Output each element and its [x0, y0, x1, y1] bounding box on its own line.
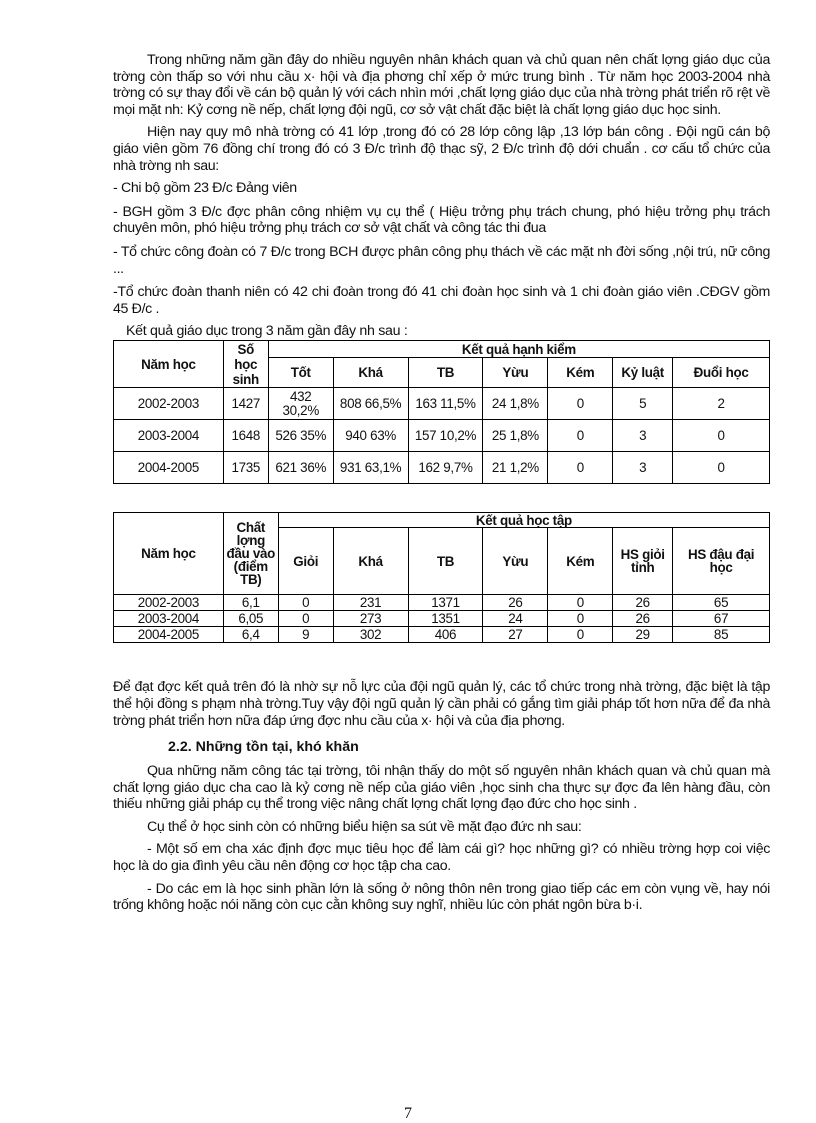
- cell-tb: 157 10,2%: [408, 420, 483, 452]
- col-header: Đuổi học: [673, 358, 770, 388]
- cell-kyluat: 3: [613, 452, 673, 484]
- cell-year: 2004-2005: [114, 627, 224, 643]
- page-number: 7: [404, 1105, 412, 1122]
- cell-dh: 85: [673, 627, 770, 643]
- cell-yeu: 21 1,2%: [483, 452, 548, 484]
- cell-hsg: 26: [613, 595, 673, 611]
- table-row: [114, 595, 770, 611]
- cell-kha: 231: [333, 595, 408, 611]
- table-row: [114, 420, 770, 452]
- conduct-results-table: [113, 340, 770, 484]
- table1-caption: Kết quả giáo dục trong 3 năm gần đây nh sau :: [126, 323, 408, 340]
- achievement-paragraph: Để đạt đợc kết quả trên đó là nhờ sự nỗ lực của đội ngũ quản lý, các tổ chức trong nhà trờng, đặc biệt là tập thể hội đồng s phạm nhà trờng.Tuy vậy đội ngũ quản lý cần phải có gắng tìm giải pháp tốt hơn nữa để đa nhà trờng phát triển hơn nữa đáp ứng đợc nhu cầu của x· hội và của địa phơng.: [113, 679, 770, 729]
- cell-duoi: 0: [673, 420, 770, 452]
- board-item: - BGH gồm 3 Đ/c đợc phân công nhiệm vụ cụ thể ( Hiệu trởng phụ trách chung, phó hiệu trởng phụ trách chuyên môn, phó hiệu trởng phụ trách cơ sở vật chất và công tác thi đua: [113, 203, 770, 237]
- cell-kyluat: 5: [613, 388, 673, 420]
- section-heading: 2.2. Những tồn tại, khó khăn: [168, 739, 359, 756]
- cell-year: 2002-2003: [114, 595, 224, 611]
- symptom-item: - Một số em cha xác định đợc mục tiêu học để làm cái gì? học những gì? có nhiều trờng hợp coi việc học là do gia đình yêu cầu nên động cơ học tập cha cao.: [113, 841, 770, 875]
- cell-yeu: 24: [483, 611, 548, 627]
- cell-kem: 0: [548, 595, 613, 611]
- cell-students: 1735: [223, 452, 268, 484]
- cell-kha: 273: [333, 611, 408, 627]
- cell-tb: 162 9,7%: [408, 452, 483, 484]
- cell-duoi: 0: [673, 452, 770, 484]
- cell-yeu: 26: [483, 595, 548, 611]
- intro-paragraph: Trong những năm gần đây do nhiều nguyên nhân khách quan và chủ quan nên chất lợng giáo dục của trờng còn thấp so với nhu cầu x· hội và địa phơng chỉ xếp ở mức trung bình . Từ năm học 2003-2004 nhà trờng có sự thay đổi về cán bộ quản lý với cách nhìn mới ,chất lợng giáo dục của nhà trờng phát triển rõ rệt về mọi mặt nh: Kỷ cơng nề nếp, chất lợng đội ngũ, cơ sở vật chất đặc biệt là chất lợng giáo dục học sinh.: [113, 52, 770, 118]
- cell-gioi: 9: [278, 627, 333, 643]
- col-header: Kém: [548, 358, 613, 388]
- cell-hsg: 29: [613, 627, 673, 643]
- cell-kha: 302: [333, 627, 408, 643]
- col-students-header: Số học sinh: [223, 341, 268, 388]
- learning-results-table: [113, 512, 770, 643]
- union-item: - Tổ chức công đoàn có 7 Đ/c trong BCH được phân công phụ thách về các mặt nh đời sống ,nội trú, nữ công ...: [113, 243, 770, 277]
- cell-kha: 808 66,5%: [333, 388, 408, 420]
- symptom-item: - Do các em là học sinh phần lớn là sống ở nông thôn nên trong giao tiếp các em còn vụng về, hay nói trống không hoặc nói năng còn cục cằn không suy nghĩ, nhiều lúc còn phát ngôn bừa b·i.: [113, 880, 770, 914]
- col-header: Tốt: [268, 358, 333, 388]
- cell-kem: 0: [548, 452, 613, 484]
- conduct-group-header: Kết quả hạnh kiểm: [268, 341, 769, 358]
- cell-year: 2004-2005: [114, 452, 224, 484]
- cell-tot: 432 30,2%: [268, 388, 333, 420]
- cell-quality: 6,1: [223, 595, 278, 611]
- cell-tb: 1371: [408, 595, 483, 611]
- difficulty-paragraph: Qua những năm công tác tại trờng, tôi nhận thấy do một số nguyên nhân khách quan và chủ quan mà chất lợng giáo dục cha cao là kỷ cơng nề nếp của giáo viên ,học sinh cha thực sự đợc đa lên hàng đầu, còn thiếu những giải pháp cụ thể trong việc nâng chất lợng chất lợng đạo đức cho học sinh .: [113, 763, 770, 813]
- learning-group-header: Kết quả học tập: [278, 513, 769, 528]
- cell-year: 2003-2004: [114, 611, 224, 627]
- cell-duoi: 2: [673, 388, 770, 420]
- cell-tb: 1351: [408, 611, 483, 627]
- col-header: HS giỏi tỉnh: [613, 528, 673, 595]
- cell-year: 2003-2004: [114, 420, 224, 452]
- col-header: TB: [408, 358, 483, 388]
- col-year-header: Năm học: [114, 513, 224, 595]
- col-year-header: Năm học: [114, 341, 224, 388]
- cell-yeu: 25 1,8%: [483, 420, 548, 452]
- table-row: [114, 627, 770, 643]
- col-header: Kém: [548, 528, 613, 595]
- cell-yeu: 24 1,8%: [483, 388, 548, 420]
- table-row: [114, 452, 770, 484]
- cell-year: 2002-2003: [114, 388, 224, 420]
- cell-kyluat: 3: [613, 420, 673, 452]
- scale-paragraph: Hiện nay quy mô nhà trờng có 41 lớp ,trong đó có 28 lớp công lập ,13 lớp bán công . Đội ngũ cán bộ giáo viên gồm 76 đồng chí trong đó có 3 Đ/c trình độ thạc sỹ, 2 Đ/c trình độ dới chuẩn . cơ cấu tổ chức của nhà trờng nh sau:: [113, 124, 770, 174]
- youth-union-item: -Tổ chức đoàn thanh niên có 42 chi đoàn trong đó 41 chi đoàn học sinh và 1 chi đoàn giáo viên .CĐGV gồm 45 Đ/c .: [113, 284, 770, 317]
- cell-quality: 6,05: [223, 611, 278, 627]
- document-page: [113, 52, 770, 920]
- cell-kha: 940 63%: [333, 420, 408, 452]
- col-header: Khá: [333, 528, 408, 595]
- col-header: TB: [408, 528, 483, 595]
- cell-tb: 406: [408, 627, 483, 643]
- cell-hsg: 26: [613, 611, 673, 627]
- symptoms-intro: Cụ thể ở học sinh còn có những biểu hiện sa sút về mặt đạo đức nh sau:: [147, 818, 582, 835]
- cell-gioi: 0: [278, 595, 333, 611]
- cell-yeu: 27: [483, 627, 548, 643]
- col-header: HS đậu đại học: [673, 528, 770, 595]
- col-quality-header: Chất lợng đầu vào (điểm TB): [223, 513, 278, 595]
- cell-students: 1427: [223, 388, 268, 420]
- cell-gioi: 0: [278, 611, 333, 627]
- cell-dh: 67: [673, 611, 770, 627]
- col-header: Yừu: [483, 358, 548, 388]
- cell-tb: 163 11,5%: [408, 388, 483, 420]
- cell-kem: 0: [548, 627, 613, 643]
- table-row: [114, 388, 770, 420]
- cell-tot: 526 35%: [268, 420, 333, 452]
- cell-kha: 931 63,1%: [333, 452, 408, 484]
- table-row: [114, 611, 770, 627]
- cell-students: 1648: [223, 420, 268, 452]
- cell-tot: 621 36%: [268, 452, 333, 484]
- col-header: Giỏi: [278, 528, 333, 595]
- cell-quality: 6,4: [223, 627, 278, 643]
- cell-kem: 0: [548, 420, 613, 452]
- cell-kem: 0: [548, 611, 613, 627]
- col-header: Yừu: [483, 528, 548, 595]
- col-header: Khá: [333, 358, 408, 388]
- col-header: Kỷ luật: [613, 358, 673, 388]
- party-cell-item: - Chi bộ gồm 23 Đ/c Đảng viên: [113, 180, 297, 197]
- cell-kem: 0: [548, 388, 613, 420]
- cell-dh: 65: [673, 595, 770, 611]
